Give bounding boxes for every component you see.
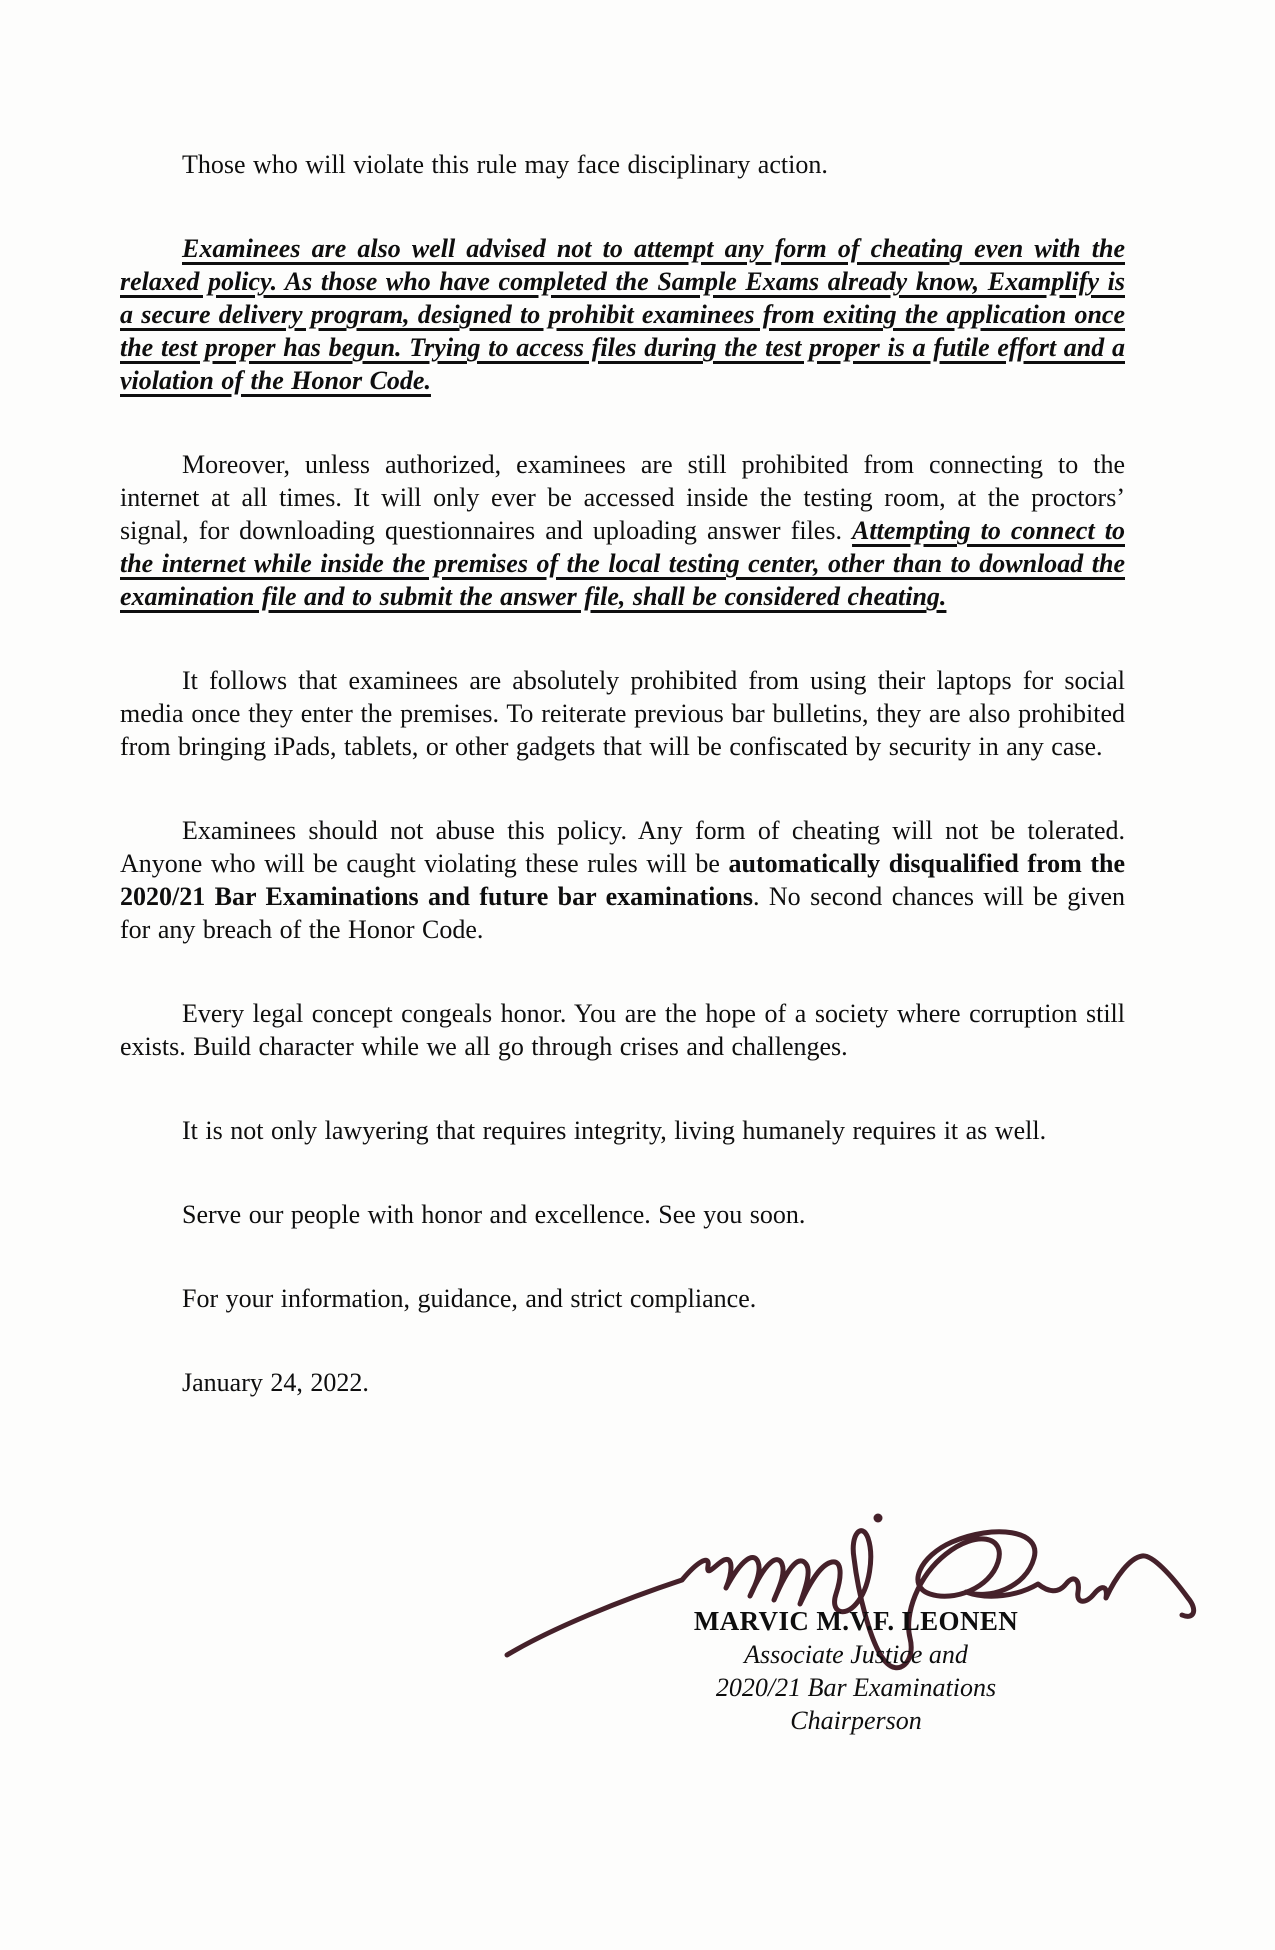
text-run: Examinees should not abuse this policy. Any form of cheating will not be tolerated. Anyone who will be caught violating these rules will be <box>120 816 1125 878</box>
paragraph-internet-prohibition <box>120 448 1125 613</box>
text-run: Those who will violate this rule may face disciplinary action. <box>182 150 828 179</box>
signature-block <box>636 1605 1076 1737</box>
text-run: It follows that examinees are absolutely prohibited from using their laptops for social media once they enter the premises. To reiterate previous bar bulletins, they are also prohibited from bringing iPads, tablets, or other gadgets that will be confiscated by security in any case. <box>120 666 1125 761</box>
paragraph-compliance <box>120 1282 1125 1315</box>
paragraph-gadget-prohibition <box>120 664 1125 763</box>
signatory-title-line-2: 2020/21 Bar Examinations <box>715 1673 997 1702</box>
text-run: January 24, 2022. <box>182 1368 369 1397</box>
signature-pen-dot <box>874 1514 883 1523</box>
text-run: For your information, guidance, and strict compliance. <box>182 1284 757 1313</box>
letter-body <box>120 148 1125 1399</box>
text-run: Moreover, unless authorized, examinees are still prohibited from connecting to the internet at all times. It will only ever be accessed inside the testing room, at the proctors’ signal, for downloading questionnaires and uploading answer files. <box>120 450 1125 545</box>
signatory-title-line-1: Associate Justice and <box>744 1640 968 1669</box>
text-run-bold-italic-underline: Examinees are also well advised not to attempt any form of cheating even with the relaxed policy. As those who have completed the Sample Exams already know, Examplify is a secure delivery program, designed to prohibit examinees from exiting the application once the test proper has begun. Trying to access files during the test proper is a futile effort and a violation of the Honor Code. <box>120 234 1125 395</box>
text-run-bold: automatically disqualified from the 2020/21 Bar Examinations and future bar examinations <box>120 849 1125 911</box>
paragraph-disqualification <box>120 814 1125 946</box>
paragraph-serve-message <box>120 1198 1125 1231</box>
paragraph-disciplinary-action <box>120 148 1125 181</box>
text-run: It is not only lawyering that requires integrity, living humanely requires it as well. <box>182 1116 1047 1145</box>
date-line <box>120 1366 1125 1399</box>
paragraph-integrity-message <box>120 1114 1125 1147</box>
text-run: Every legal concept congeals honor. You are the hope of a society where corruption still exists. Build character while we all go through crises and challenges. <box>120 999 1125 1061</box>
text-run: . No second chances will be given for any breach of the Honor Code. <box>120 882 1125 944</box>
signatory-name: MARVIC M.V.F. LEONEN <box>693 1606 1019 1636</box>
paragraph-cheating-warning <box>120 232 1125 397</box>
paragraph-honor-message <box>120 997 1125 1063</box>
text-run-bold-italic-underline: Attempting to connect to the internet while inside the premises of the local testing center, other than to download the examination file and to submit the answer file, shall be considered cheating. <box>120 516 1125 611</box>
signatory-title-line-3: Chairperson <box>790 1706 922 1735</box>
text-run: Serve our people with honor and excellence. See you soon. <box>182 1200 806 1229</box>
